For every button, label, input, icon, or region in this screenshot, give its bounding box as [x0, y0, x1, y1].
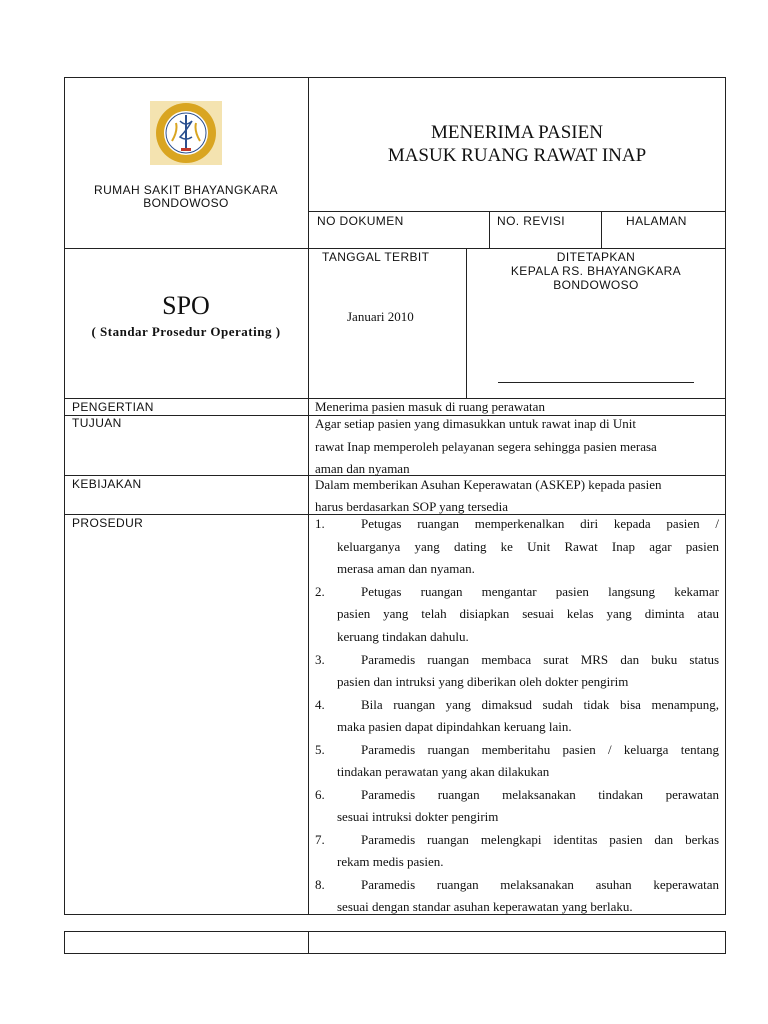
spo-heading: SPO	[162, 291, 210, 320]
prosedur-4-line-1: Bila ruangan yang dimaksud sudah tidak bisa menampung,	[361, 697, 719, 712]
prosedur-3-line-2: pasien dan intruksi yang diberikan oleh dokter pengirim	[337, 674, 629, 689]
tujuan-line-1: Agar setiap pasien yang dimasukkan untuk rawat inap di Unit	[315, 416, 636, 431]
no-revisi-label: NO. REVISI	[497, 214, 566, 228]
header-bottom	[64, 248, 726, 249]
ditetapkan-line1: DITETAPKAN	[556, 250, 636, 264]
prosedur-2-line-1: Petugas ruangan mengantar pasien langsung kekamar	[361, 584, 719, 599]
hospital-logo	[150, 101, 222, 165]
header-div-2	[601, 211, 602, 248]
table2-right	[725, 931, 726, 954]
hospital-name-line1: RUMAH SAKIT BHAYANGKARA	[94, 183, 278, 197]
table2-bottom	[64, 953, 726, 954]
prosedur-5-line-1: Paramedis ruangan memberitahu pasien / keluarga tentang	[361, 742, 719, 757]
prosedur-label: PROSEDUR	[72, 516, 144, 530]
prosedur-5-line-2: tindakan perawatan yang akan dilakukan	[337, 764, 550, 779]
prosedur-7-line-1: Paramedis ruangan melengkapi identitas pasien dan berkas	[361, 832, 719, 847]
prosedur-1-line-1: Petugas ruangan memperkenalkan diri kepada pasien /	[361, 516, 719, 531]
prosedur-4-line-2: maka pasien dapat dipindahkan keruang lain.	[337, 719, 572, 734]
kebijakan-line-2: harus berdasarkan SOP yang tersedia	[315, 499, 509, 514]
prosedur-num-7: 7.	[315, 832, 325, 847]
ditetapkan-line2: KEPALA RS. BHAYANGKARA	[510, 264, 682, 278]
prosedur-num-6: 6.	[315, 787, 325, 802]
header-div-1	[489, 211, 490, 248]
ditetapkan-line3: BONDOWOSO	[553, 278, 639, 292]
tanggal-terbit-value: Januari 2010	[347, 309, 414, 324]
prosedur-2-line-3: keruang tindakan dahulu.	[337, 629, 469, 644]
prosedur-7-line-2: rekam medis pasien.	[337, 854, 444, 869]
prosedur-num-4: 4.	[315, 697, 325, 712]
tujuan-label: TUJUAN	[72, 416, 122, 430]
prosedur-3-line-1: Paramedis ruangan membaca surat MRS dan buku status	[361, 652, 719, 667]
table2-top	[64, 931, 726, 932]
tujuan-line-2: rawat Inap memperoleh pelayanan segera sehingga pasien merasa	[315, 439, 657, 454]
signature-line	[498, 382, 694, 383]
prosedur-8-line-2: sesuai dengan standar asuhan keperawatan yang berlaku.	[337, 899, 633, 914]
doc-title-line2: MASUK RUANG RAWAT INAP	[387, 145, 647, 166]
prosedur-1-line-2: keluarganya yang dating ke Unit Rawat Inap agar pasien	[337, 539, 719, 554]
tanggal-terbit-label: TANGGAL TERBIT	[322, 250, 430, 264]
kebijakan-line-1: Dalam memberikan Asuhan Keperawatan (ASKEP) kepada pasien	[315, 477, 662, 492]
prosedur-num-1: 1.	[315, 516, 325, 531]
tujuan-line-3: aman dan nyaman	[315, 461, 410, 476]
prosedur-8-line-1: Paramedis ruangan melaksanakan asuhan keperawatan	[361, 877, 719, 892]
table-top-border	[64, 77, 726, 78]
prosedur-num-2: 2.	[315, 584, 325, 599]
kebijakan-label: KEBIJAKAN	[72, 477, 142, 491]
pengertian-label: PENGERTIAN	[72, 400, 154, 414]
spo-subtitle: ( Standar Prosedur Operating )	[91, 324, 281, 339]
column-divider	[308, 77, 309, 915]
prosedur-6-line-2: sesuai intruksi dokter pengirim	[337, 809, 499, 824]
halaman-label: HALAMAN	[626, 214, 687, 228]
prosedur-6-line-1: Paramedis ruangan melaksanakan tindakan perawatan	[361, 787, 719, 802]
prosedur-num-3: 3.	[315, 652, 325, 667]
header-title-bottom	[308, 211, 726, 212]
doc-title-line1: MENERIMA PASIEN	[431, 122, 603, 143]
table2-left	[64, 931, 65, 954]
table-right-border	[725, 77, 726, 915]
no-dokumen-label: NO DOKUMEN	[317, 214, 404, 228]
prosedur-num-5: 5.	[315, 742, 325, 757]
prosedur-2-line-2: pasien yang telah disiapkan sesuai kelas yang diminta atau	[337, 606, 719, 621]
table2-mid	[308, 931, 309, 954]
pengertian-text: Menerima pasien masuk di ruang perawatan	[315, 399, 545, 414]
prosedur-num-8: 8.	[315, 877, 325, 892]
prosedur-1-line-3: merasa aman dan nyaman.	[337, 561, 475, 576]
hospital-name-line2: BONDOWOSO	[143, 196, 229, 210]
